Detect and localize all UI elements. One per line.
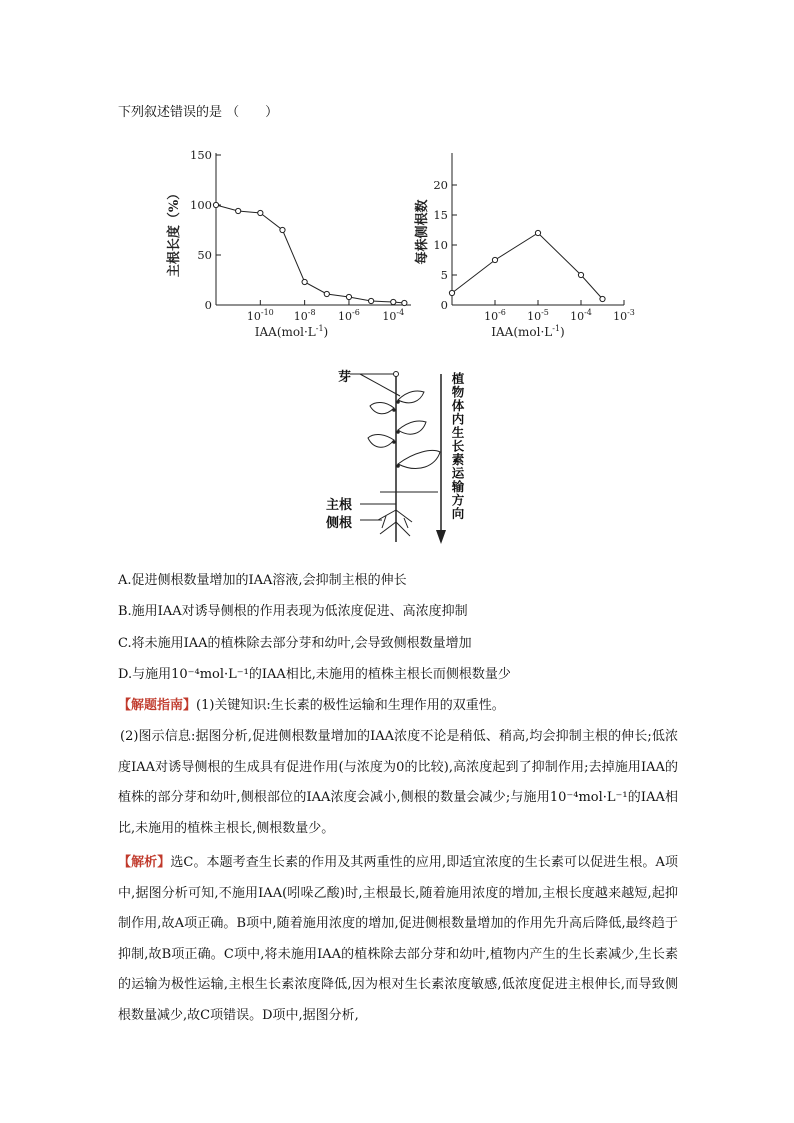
data-point <box>391 299 396 304</box>
main-root-label: 主根 <box>326 498 353 513</box>
data-point <box>346 294 351 299</box>
bud-pointer <box>360 374 400 396</box>
guide-tag: 【解题指南】 <box>118 698 197 713</box>
leaf-icon <box>368 435 394 448</box>
analysis-text: 选C。本题考查生长素的作用及其两重性的应用,即适宜浓度的生长素可以促进生根。A项中,据图分析可知,不施用IAA(吲哚乙酸)时,主根最长,随着施用浓度的增加,主根长度越来越短,起抑制作用,故A项正确。B项中,随着施用浓度的增加,促进侧根数量增加的作用先升高后降低,最终趋于抑制,故B项正确。C项中,将未施用IAA的植株除去部分芽和幼叶,植物内产生的生长素减少,生长素的运输为极性运输,主根生长素浓度降低,因为根对生长素浓度敏感,低浓度促进主根伸长,而导致侧根数量减少,故C项错误。D项中,据图分析, <box>118 855 678 1023</box>
y-tick-label: 100 <box>190 198 212 212</box>
guide-line-1 <box>118 697 505 715</box>
data-point <box>535 230 540 235</box>
option-c: C.将未施用IAA的植株除去部分芽和幼叶,会导致侧根数量增加 <box>118 636 472 651</box>
data-point <box>258 210 263 215</box>
guide-p1: (1)关键知识:生长素的极性运输和生理作用的双重性。 <box>196 698 505 713</box>
data-point <box>302 279 307 284</box>
y-tick-label: 0 <box>204 298 212 312</box>
bud-label: 芽 <box>338 370 352 385</box>
leaf-icon <box>398 391 424 403</box>
axillary-bud-icon <box>392 408 396 412</box>
guide-p2: (2)图示信息:据图分析,促进侧根数量增加的IAA浓度不论是稍低、稍高,均会抑制主根的伸长;低浓度IAA对诱导侧根的生成具有促进作用(与浓度为0的比较),高浓度起到了抑制作用;去掉施用IAA的植株的部分芽和幼叶,侧根部位的IAA浓度会减小,侧根的数量会减少;与施用10⁻⁴mol·L⁻¹的IAA相比,未施用的植株主根长,侧根数量少。 <box>118 729 678 836</box>
option-a: A.促进侧根数量增加的IAA溶液,会抑制主根的伸长 <box>118 573 407 588</box>
lateral-root-count-chart <box>410 140 640 340</box>
x-axis-label: $IAA(mol\cdot L^{-1})$ <box>254 324 329 339</box>
x-tick-label: $10^{-4}$ <box>570 308 592 323</box>
y-tick-label: 20 <box>433 178 448 192</box>
x-tick-label: $10^{-10}$ <box>246 308 274 323</box>
analysis-tag: 【解析】 <box>118 855 171 870</box>
question-stem: 下列叙述错误的是 （ ） <box>118 105 279 120</box>
x-tick-label: $10^{-6}$ <box>484 308 506 323</box>
axillary-bud-icon <box>396 464 400 468</box>
y-tick-label: 150 <box>190 148 212 162</box>
analysis-paragraph <box>118 848 678 1031</box>
series-line <box>216 205 404 303</box>
lateral-root-label: 侧根 <box>326 516 353 531</box>
y-tick-label: 10 <box>433 238 448 252</box>
leaf-icon <box>398 421 426 434</box>
apical-bud-icon <box>394 372 399 377</box>
x-tick-label: $10^{-8}$ <box>293 308 316 323</box>
x-tick-label: $10^{-6}$ <box>338 308 360 323</box>
data-point <box>600 296 605 301</box>
y-tick-label: 15 <box>433 208 448 222</box>
leaf-icon <box>398 451 440 469</box>
x-axis-label: $IAA(mol\cdot L^{-1})$ <box>491 324 565 339</box>
series-line <box>452 233 603 299</box>
data-point <box>236 208 241 213</box>
data-point <box>280 227 285 232</box>
lateral-roots <box>378 510 412 536</box>
axillary-bud-icon <box>396 430 400 434</box>
x-tick-label: $10^{-5}$ <box>527 308 549 323</box>
data-point <box>492 257 497 262</box>
data-point <box>402 300 407 305</box>
transport-arrow-head <box>436 530 446 544</box>
data-point <box>213 202 218 207</box>
option-b: B.施用IAA对诱导侧根的作用表现为低浓度促进、高浓度抑制 <box>118 604 468 619</box>
x-tick-label: $10^{-3}$ <box>613 308 635 323</box>
x-tick-label: $10^{-4}$ <box>382 308 405 323</box>
y-tick-label: 0 <box>440 298 448 312</box>
y-axis-label: 每株侧根数 <box>415 199 430 265</box>
leaf-icon <box>370 403 394 414</box>
data-point <box>449 290 454 295</box>
option-d: D.与施用10⁻⁴mol·L⁻¹的IAA相比,未施用的植株主根长而侧根数量少 <box>118 667 511 682</box>
axillary-bud-icon <box>392 440 396 444</box>
y-axis-label: 主根长度（%） <box>167 186 182 278</box>
data-point <box>369 298 374 303</box>
main-root-length-chart <box>160 140 420 340</box>
y-tick-label: 5 <box>440 268 448 282</box>
data-point <box>324 291 329 296</box>
data-point <box>578 272 583 277</box>
y-tick-label: 50 <box>197 248 212 262</box>
axillary-bud-icon <box>396 400 400 404</box>
auxin-transport-label: 植物体内生长素运输方向 <box>450 372 465 521</box>
